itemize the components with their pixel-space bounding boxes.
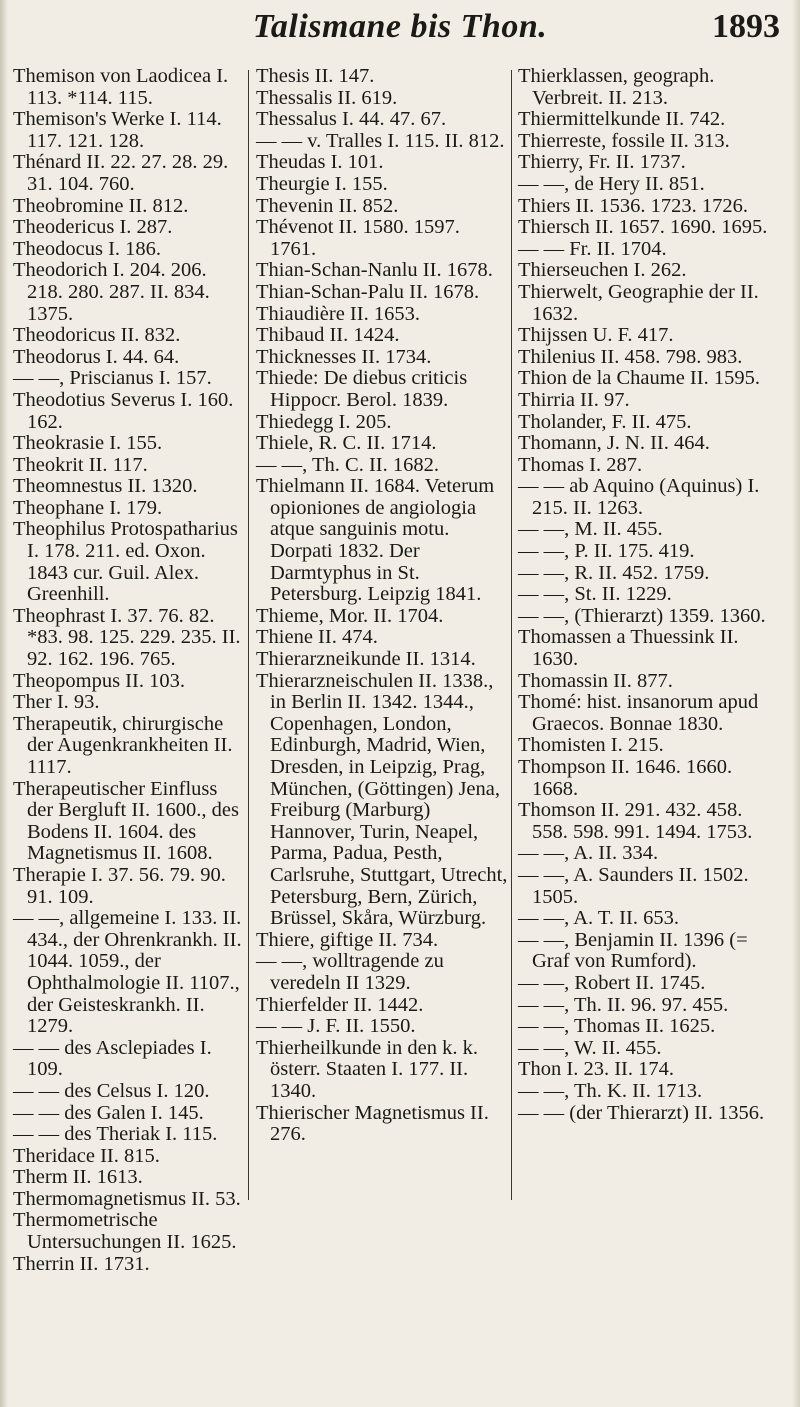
index-entry: Theodocus I. 186. xyxy=(13,237,162,260)
index-entry: Thierwelt, Geographie der II. 1632. xyxy=(518,280,759,325)
index-entry: — — des Asclepiades I. 109. xyxy=(13,1036,212,1081)
index-entry: Thierarzneischulen II. 1338., in Berlin II. 1342. 1344., Copenhagen, London, Edinburgh, Madrid, Wien, Dresden, in Leipzig, Prag, München, (Göttingen) Jena, Freiburg (Marburg) Hannover, Turin, Neapel, Parma, Padua, Pesth, Carlsruhe, Stuttgart, Utrecht, Petersburg, Bern, Zürich, Brüssel, Skåra, Würzburg. xyxy=(256,669,508,930)
index-entry: Thicknesses II. 1734. xyxy=(256,345,432,368)
index-entry: Thomassin II. 877. xyxy=(518,669,673,692)
index-entry: — —, St. II. 1229. xyxy=(518,583,672,606)
index-entry: Theodericus I. 287. xyxy=(13,216,173,239)
index-entry: Thierarzneikunde II. 1314. xyxy=(256,648,476,671)
index-entry: Thomas I. 287. xyxy=(518,453,643,476)
index-entry: — —, Robert II. 1745. xyxy=(518,971,706,994)
index-entry: — —, Priscianus I. 157. xyxy=(13,367,212,390)
index-entry: Thermometrische Untersuchungen II. 1625. xyxy=(13,1209,237,1254)
page-number: 1893 xyxy=(712,8,780,45)
index-entry: — —, wolltragende zu veredeln II 1329. xyxy=(256,950,444,994)
index-entry: Thian-Schan-Nanlu II. 1678. xyxy=(256,259,493,282)
index-entry: — — ab Aquino (Aquinus) I. 215. II. 1263. xyxy=(518,475,760,519)
index-entry: Ther I. 93. xyxy=(13,691,100,714)
index-entry: Thessalus I. 44. 47. 67. xyxy=(256,108,447,131)
index-entry: Therrin II. 1731. xyxy=(13,1252,150,1275)
index-entry: Thierklassen, geograph. Verbreit. II. 213. xyxy=(518,65,715,109)
index-entry: Thieme, Mor. II. 1704. xyxy=(256,604,444,627)
index-entry: Therapeutik, chirurgische der Augenkrankheiten II. 1117. xyxy=(13,712,233,778)
index-entry: Thion de la Chaume II. 1595. xyxy=(518,367,760,390)
index-entry: — —, allgemeine I. 133. II. 434., der Ohrenkrankh. II. 1044. 1059., der Ophthalmologie II. 1107., der Geisteskrankh. II. 1279. xyxy=(13,907,242,1038)
index-entry: Thompson II. 1646. 1660. 1668. xyxy=(518,756,733,800)
index-entry: — —, de Hery II. 851. xyxy=(518,172,705,195)
index-entry: Thesis II. 147. xyxy=(256,65,375,87)
index-entry: — — v. Tralles I. 115. II. 812. xyxy=(256,129,505,152)
page-header xyxy=(0,4,800,52)
index-entry: Thomé: hist. insanorum apud Graecos. Bonnae 1830. xyxy=(518,691,759,735)
index-column-1 xyxy=(13,66,245,1275)
index-entry: — —, R. II. 452. 1759. xyxy=(518,561,710,584)
index-entry: — — (der Thierarzt) II. 1356. xyxy=(518,1101,765,1124)
index-entry: Thierischer Magnetismus II. 276. xyxy=(256,1101,489,1146)
index-entry: Theophilus Protospatharius I. 178. 211. ed. Oxon. 1843 cur. Guil. Alex. Greenhill. xyxy=(13,518,238,606)
index-entry: Theokrit II. 117. xyxy=(13,453,148,476)
index-entry: Thessalis II. 619. xyxy=(256,86,398,109)
index-entry: — —, Th. K. II. 1713. xyxy=(518,1079,703,1102)
index-entry: Themison von Laodicea I. 113. *114. 115. xyxy=(13,65,229,109)
index-entry: — —, A. Saunders II. 1502. 1505. xyxy=(518,863,749,908)
index-entry: Theophane I. 179. xyxy=(13,496,163,519)
index-entry: Thiede: De diebus criticis Hippocr. Berol. 1839. xyxy=(256,367,468,411)
index-entry: Thiene II. 474. xyxy=(256,626,378,649)
index-column-2 xyxy=(256,66,508,1146)
index-entry: — —, Benjamin II. 1396 (= Graf von Rumford). xyxy=(518,928,748,973)
index-entry: Theopompus II. 103. xyxy=(13,669,185,692)
index-entry: — — Fr. II. 1704. xyxy=(518,237,667,260)
index-entry: — —, W. II. 455. xyxy=(518,1036,662,1059)
index-entry: — — des Celsus I. 120. xyxy=(13,1079,210,1102)
index-entry: — —, A. II. 334. xyxy=(518,842,659,865)
index-entry: Theophrast I. 37. 76. 82. *83. 98. 125. 229. 235. II. 92. 162. 196. 765. xyxy=(13,604,241,671)
index-entry: — —, (Thierarzt) 1359. 1360. xyxy=(518,604,766,627)
index-entry: Thevenin II. 852. xyxy=(256,194,399,217)
index-entry: Theokrasie I. 155. xyxy=(13,432,163,455)
index-entry: Thiedegg I. 205. xyxy=(256,410,392,433)
index-entry: Thiersch II. 1657. 1690. 1695. xyxy=(518,216,768,239)
index-entry: Thirria II. 97. xyxy=(518,388,630,411)
index-entry: Theodorus I. 44. 64. xyxy=(13,345,180,368)
index-entry: Theodotius Severus I. 160. 162. xyxy=(13,388,234,433)
index-entry: Thomisten I. 215. xyxy=(518,734,664,757)
page-right-edge-shadow xyxy=(792,0,800,1407)
index-entry: Thévenot II. 1580. 1597. 1761. xyxy=(256,216,460,260)
index-entry: Thon I. 23. II. 174. xyxy=(518,1058,675,1081)
index-entry: — — J. F. II. 1550. xyxy=(256,1015,416,1038)
index-entry: Thilenius II. 458. 798. 983. xyxy=(518,345,743,368)
column-divider xyxy=(511,70,512,1200)
index-entry: Theobromine II. 812. xyxy=(13,194,189,217)
index-entry: Thiaudière II. 1653. xyxy=(256,302,420,325)
index-entry: Thibaud II. 1424. xyxy=(256,324,400,347)
index-entry: — —, A. T. II. 653. xyxy=(518,907,679,930)
index-entry: Tholander, F. II. 475. xyxy=(518,410,692,433)
index-entry: — — des Galen I. 145. xyxy=(13,1101,204,1124)
index-entry: — —, Thomas II. 1625. xyxy=(518,1015,716,1038)
index-entry: Thijssen U. F. 417. xyxy=(518,324,674,347)
index-entry: Theurgie I. 155. xyxy=(256,172,388,195)
column-divider xyxy=(248,70,249,1200)
index-entry: Theomnestus II. 1320. xyxy=(13,475,198,498)
index-entry: Thomassen a Thuessink II. 1630. xyxy=(518,626,739,671)
index-entry: Theridace II. 815. xyxy=(13,1144,160,1167)
index-entry: Thielmann II. 1684. Veterum opioniones de angiologia atque sanguinis motu. Dorpati 1832. Der Darmtyphus in St. Petersburg. Leipzig 1841. xyxy=(256,475,495,606)
index-entry: Theudas I. 101. xyxy=(256,151,384,174)
index-entry: Thierheilkunde in den k. k. österr. Staaten I. 177. II. 1340. xyxy=(256,1036,479,1102)
index-entry: — —, Th. C. II. 1682. xyxy=(256,453,439,476)
index-entry: Thiers II. 1536. 1723. 1726. xyxy=(518,194,749,217)
index-entry: Thierry, Fr. II. 1737. xyxy=(518,151,686,174)
index-entry: Thierseuchen I. 262. xyxy=(518,259,687,282)
running-title: Talismane bis Thon. xyxy=(252,8,548,45)
page-left-edge-shadow xyxy=(0,0,8,1407)
index-entry: — —, P. II. 175. 419. xyxy=(518,540,695,563)
index-entry: Therapeutischer Einfluss der Bergluft II. 1600., des Bodens II. 1604. des Magnetismus II. 1608. xyxy=(13,777,239,865)
index-entry: Therm II. 1613. xyxy=(13,1166,143,1189)
index-entry: Thomann, J. N. II. 464. xyxy=(518,432,710,455)
index-entry: Thénard II. 22. 27. 28. 29. 31. 104. 760. xyxy=(13,151,229,195)
index-entry: Thierfelder II. 1442. xyxy=(256,993,424,1016)
index-entry: Thian-Schan-Palu II. 1678. xyxy=(256,280,480,303)
index-entry: Themison's Werke I. 114. 117. 121. 128. xyxy=(13,108,222,152)
index-entry: Thierreste, fossile II. 313. xyxy=(518,129,730,152)
index-column-3 xyxy=(518,66,780,1124)
index-entry: Thiere, giftige II. 734. xyxy=(256,928,439,951)
index-entry: — —, Th. II. 96. 97. 455. xyxy=(518,993,729,1016)
index-entry: Thomson II. 291. 432. 458. 558. 598. 991. 1494. 1753. xyxy=(518,799,753,843)
index-entry: — —, M. II. 455. xyxy=(518,518,663,541)
index-entry: — — des Theriak I. 115. xyxy=(13,1123,218,1146)
index-entry: Thiele, R. C. II. 1714. xyxy=(256,432,437,455)
index-entry: Therapie I. 37. 56. 79. 90. 91. 109. xyxy=(13,863,226,908)
index-entry: Thiermittelkunde II. 742. xyxy=(518,108,726,131)
index-entry: Theodorich I. 204. 206. 218. 280. 287. II. 834. 1375. xyxy=(13,259,210,325)
index-entry: Thermomagnetismus II. 53. xyxy=(13,1187,241,1210)
index-entry: Theodoricus II. 832. xyxy=(13,324,181,347)
